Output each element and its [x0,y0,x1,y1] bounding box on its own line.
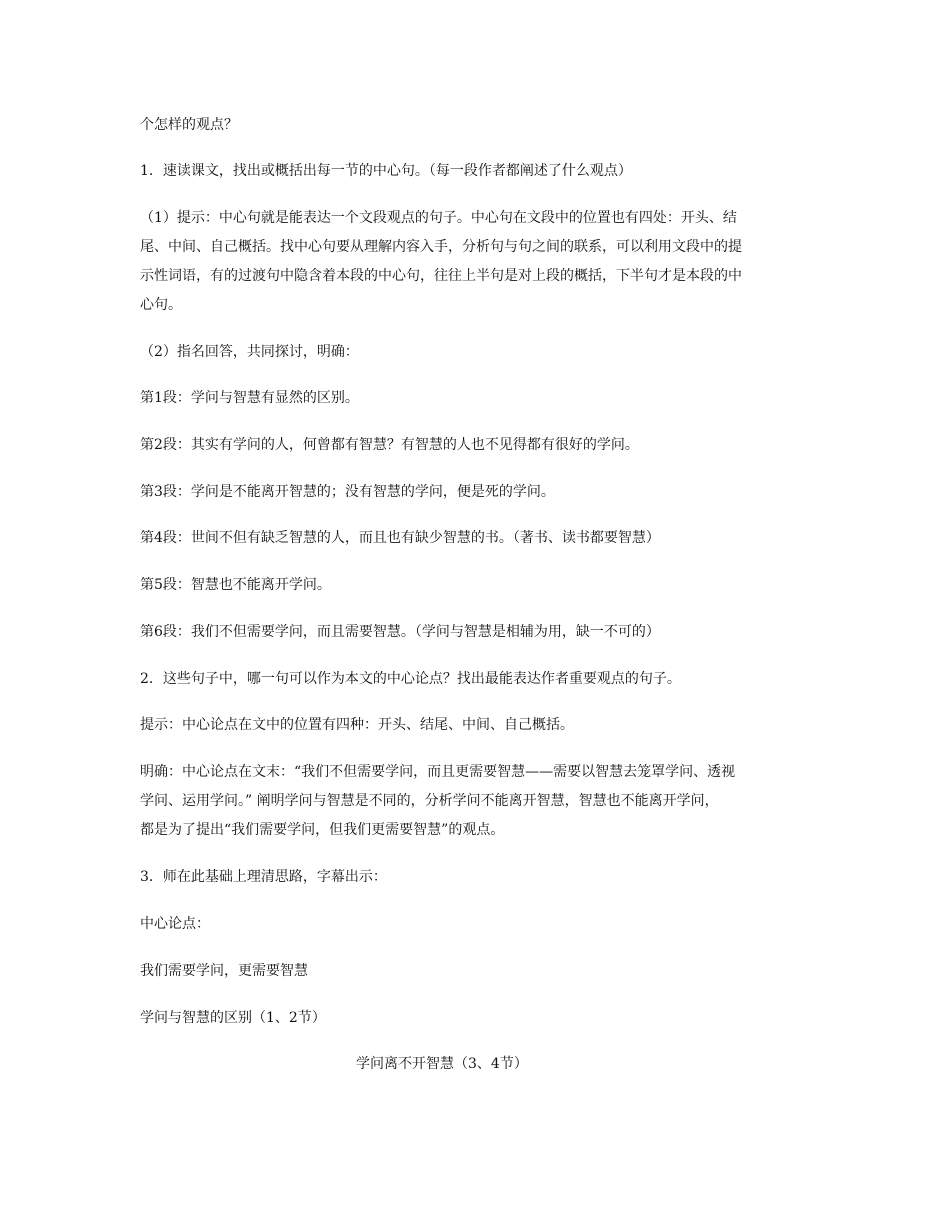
center-argument-label: 中心论点： [140,916,210,932]
center-argument-text: 我们需要学问，更需要智慧 [140,963,308,979]
answer-line: 都是为了提出“我们需要学问，但我们更需要智慧”的观点。 [140,822,505,838]
answer-line: 明确：中心论点在文末：“我们不但需要学问，而且更需要智慧——需要以智慧去笼罩学问、透视 [140,764,736,780]
outline-item-1: 学问与智慧的区别（1、2节） [140,1010,326,1026]
hint-2: （2）指名回答，共同探讨，明确： [140,344,359,360]
hint-1 [140,204,816,320]
outline-item-2: 学问离不开智慧（3、4节） [356,1056,528,1072]
task-1: 1．速读课文，找出或概括出每一节的中心句。（每一段作者都阐述了什么观点） [140,163,632,179]
answer-line: 学问、运用学问。” 阐明学问与智慧是不同的，分析学问不能离开智慧，智慧也不能离开学问， [140,793,719,809]
answer [140,758,816,845]
hint-1-line: 尾、中间、自己概括。找中心句要从理解内容入手，分析句与句之间的联系，可以利用文段中的提 [140,239,742,255]
segment-2: 第2段：其实有学问的人，何曾都有智慧？有智慧的人也不见得都有很好的学问。 [140,437,639,453]
hint-1-line: 心句。 [140,297,182,313]
segment-3: 第3段：学问是不能离开智慧的；没有智慧的学问，便是死的学问。 [140,484,555,500]
hint-1-line: （1）提示：中心句就是能表达一个文段观点的句子。中心句在文段中的位置也有四处：开头、结 [140,210,737,226]
segment-5: 第5段：智慧也不能离开学问。 [140,577,331,593]
question-tail: 个怎样的观点？ [140,117,238,133]
segment-1: 第1段：学问与智慧有显然的区别。 [140,390,359,406]
task-3: 3．师在此基础上理清思路，字幕出示： [140,869,387,885]
task-2: 2．这些句子中，哪一句可以作为本文的中心论点？找出最能表达作者重要观点的句子。 [140,671,681,687]
hint-3: 提示：中心论点在文中的位置有四种：开头、结尾、中间、自己概括。 [140,717,574,733]
segment-4: 第4段：世间不但有缺乏智慧的人，而且也有缺少智慧的书。（著书、读书都要智慧） [140,530,660,546]
hint-1-line: 示性词语，有的过渡句中隐含着本段的中心句，往往上半句是对上段的概括，下半句才是本段的中 [140,268,742,284]
segment-6: 第6段：我们不但需要学问，而且需要智慧。（学问与智慧是相辅为用，缺一不可的） [140,624,660,640]
